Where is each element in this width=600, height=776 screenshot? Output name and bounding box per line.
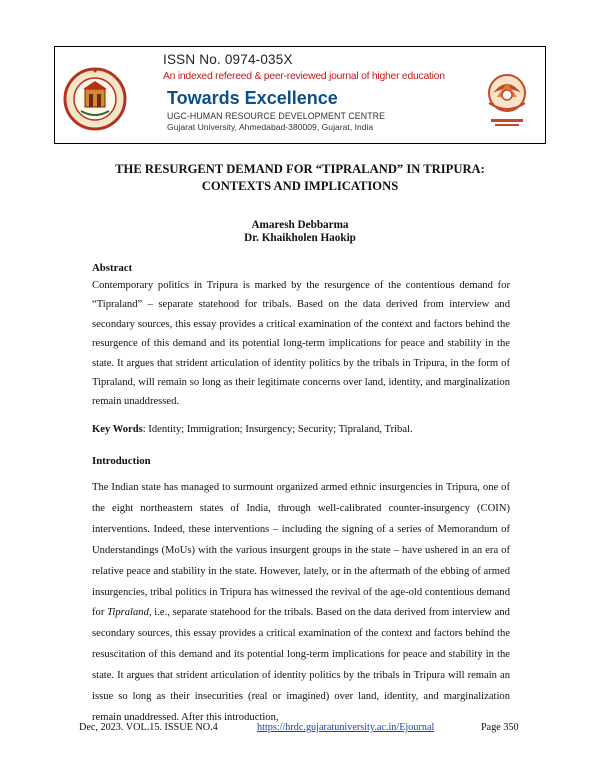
abstract-heading: Abstract <box>92 262 133 274</box>
ugc-emblem-icon <box>475 67 539 131</box>
author-name: Amaresh Debbarma <box>251 219 349 231</box>
article-title <box>60 161 540 195</box>
keywords-line <box>92 424 510 435</box>
abstract-paragraph: Contemporary politics in Tripura is marked by the resurgence of the contentious demand for “Tipraland” – separate statehood for tribals. Based on the data derived from interview and secondary sources, this essay provides a critical examination of the context and factors behind the resurgence of this demand and its potential long-term implications for peace and stability in the state. It argues that strident articulation of identity politics by the tribals in Tripura, in the form of Tipraland, will remain so long as their legitimate concerns over land, identity, and marginalization remain unaddressed. <box>92 280 510 408</box>
article-title-line-1: THE RESURGENT DEMAND FOR “TIPRALAND” IN TRIPURA: <box>115 162 485 176</box>
publisher-address: Gujarat University, Ahmedabad-380009, Gujarat, India <box>167 122 374 132</box>
introduction-text: The Indian state has managed to surmount organized armed ethnic insurgencies in Tripura, one of the eight northeastern states of India, through well-calibrated counter-insurgency (COIN) interventions. Indeed, these interventions – including the signing of a series of Memorandum of Understandings (MoUs) with the various insurgent groups in the state – have ushered in an era of relative peace and stability in the state. However, lately, or in the aftermath of the ebbing of armed insurgencies, tribal politics in Tripura has witnessed the revival of the age-old contentious demand for <box>92 482 510 619</box>
introduction-text: , i.e., separate statehood for the tribals. Based on the data derived from interview and secondary sources, this essay provides a critical examination of the context and factors behind the resuscitation of this demand and its potential long-term implications for peace and stability in the state. It argues that strident articulation of identity politics by the tribals in Tripura will remain an issue so long as their insecurities (real or imagined) over land, identity, and marginalization remain unaddressed. After this introduction, <box>92 607 510 723</box>
keywords-label: Key Words <box>92 424 143 435</box>
introduction-section <box>92 455 510 729</box>
journal-link[interactable]: https://hrdc.gujaratuniversity.ac.in/Ejournal <box>257 722 435 733</box>
abstract-section <box>92 262 510 412</box>
journal-tagline: An indexed refereed & peer-reviewed journal of higher education <box>163 71 445 82</box>
keywords-text: : Identity; Immigration; Insurgency; Security; Tipraland, Tribal. <box>142 424 413 435</box>
journal-title: Towards Excellence <box>167 88 338 108</box>
author-list <box>60 219 540 245</box>
introduction-paragraph <box>92 478 510 729</box>
introduction-heading: Introduction <box>92 455 151 467</box>
page-number: Page 350 <box>481 722 519 733</box>
publisher-centre: UGC-HUMAN RESOURCE DEVELOPMENT CENTRE <box>167 111 386 121</box>
issue-info: Dec, 2023. VOL.15. ISSUE NO.4 <box>79 722 218 733</box>
article-title-line-2: CONTEXTS AND IMPLICATIONS <box>201 179 399 193</box>
issn-number: ISSN No. 0974-035X <box>163 52 293 67</box>
journal-header <box>54 46 546 144</box>
introduction-italic-term: Tipraland <box>107 607 149 619</box>
author-name: Dr. Khaikholen Haokip <box>244 232 356 244</box>
gujarat-university-seal-icon <box>63 67 127 131</box>
